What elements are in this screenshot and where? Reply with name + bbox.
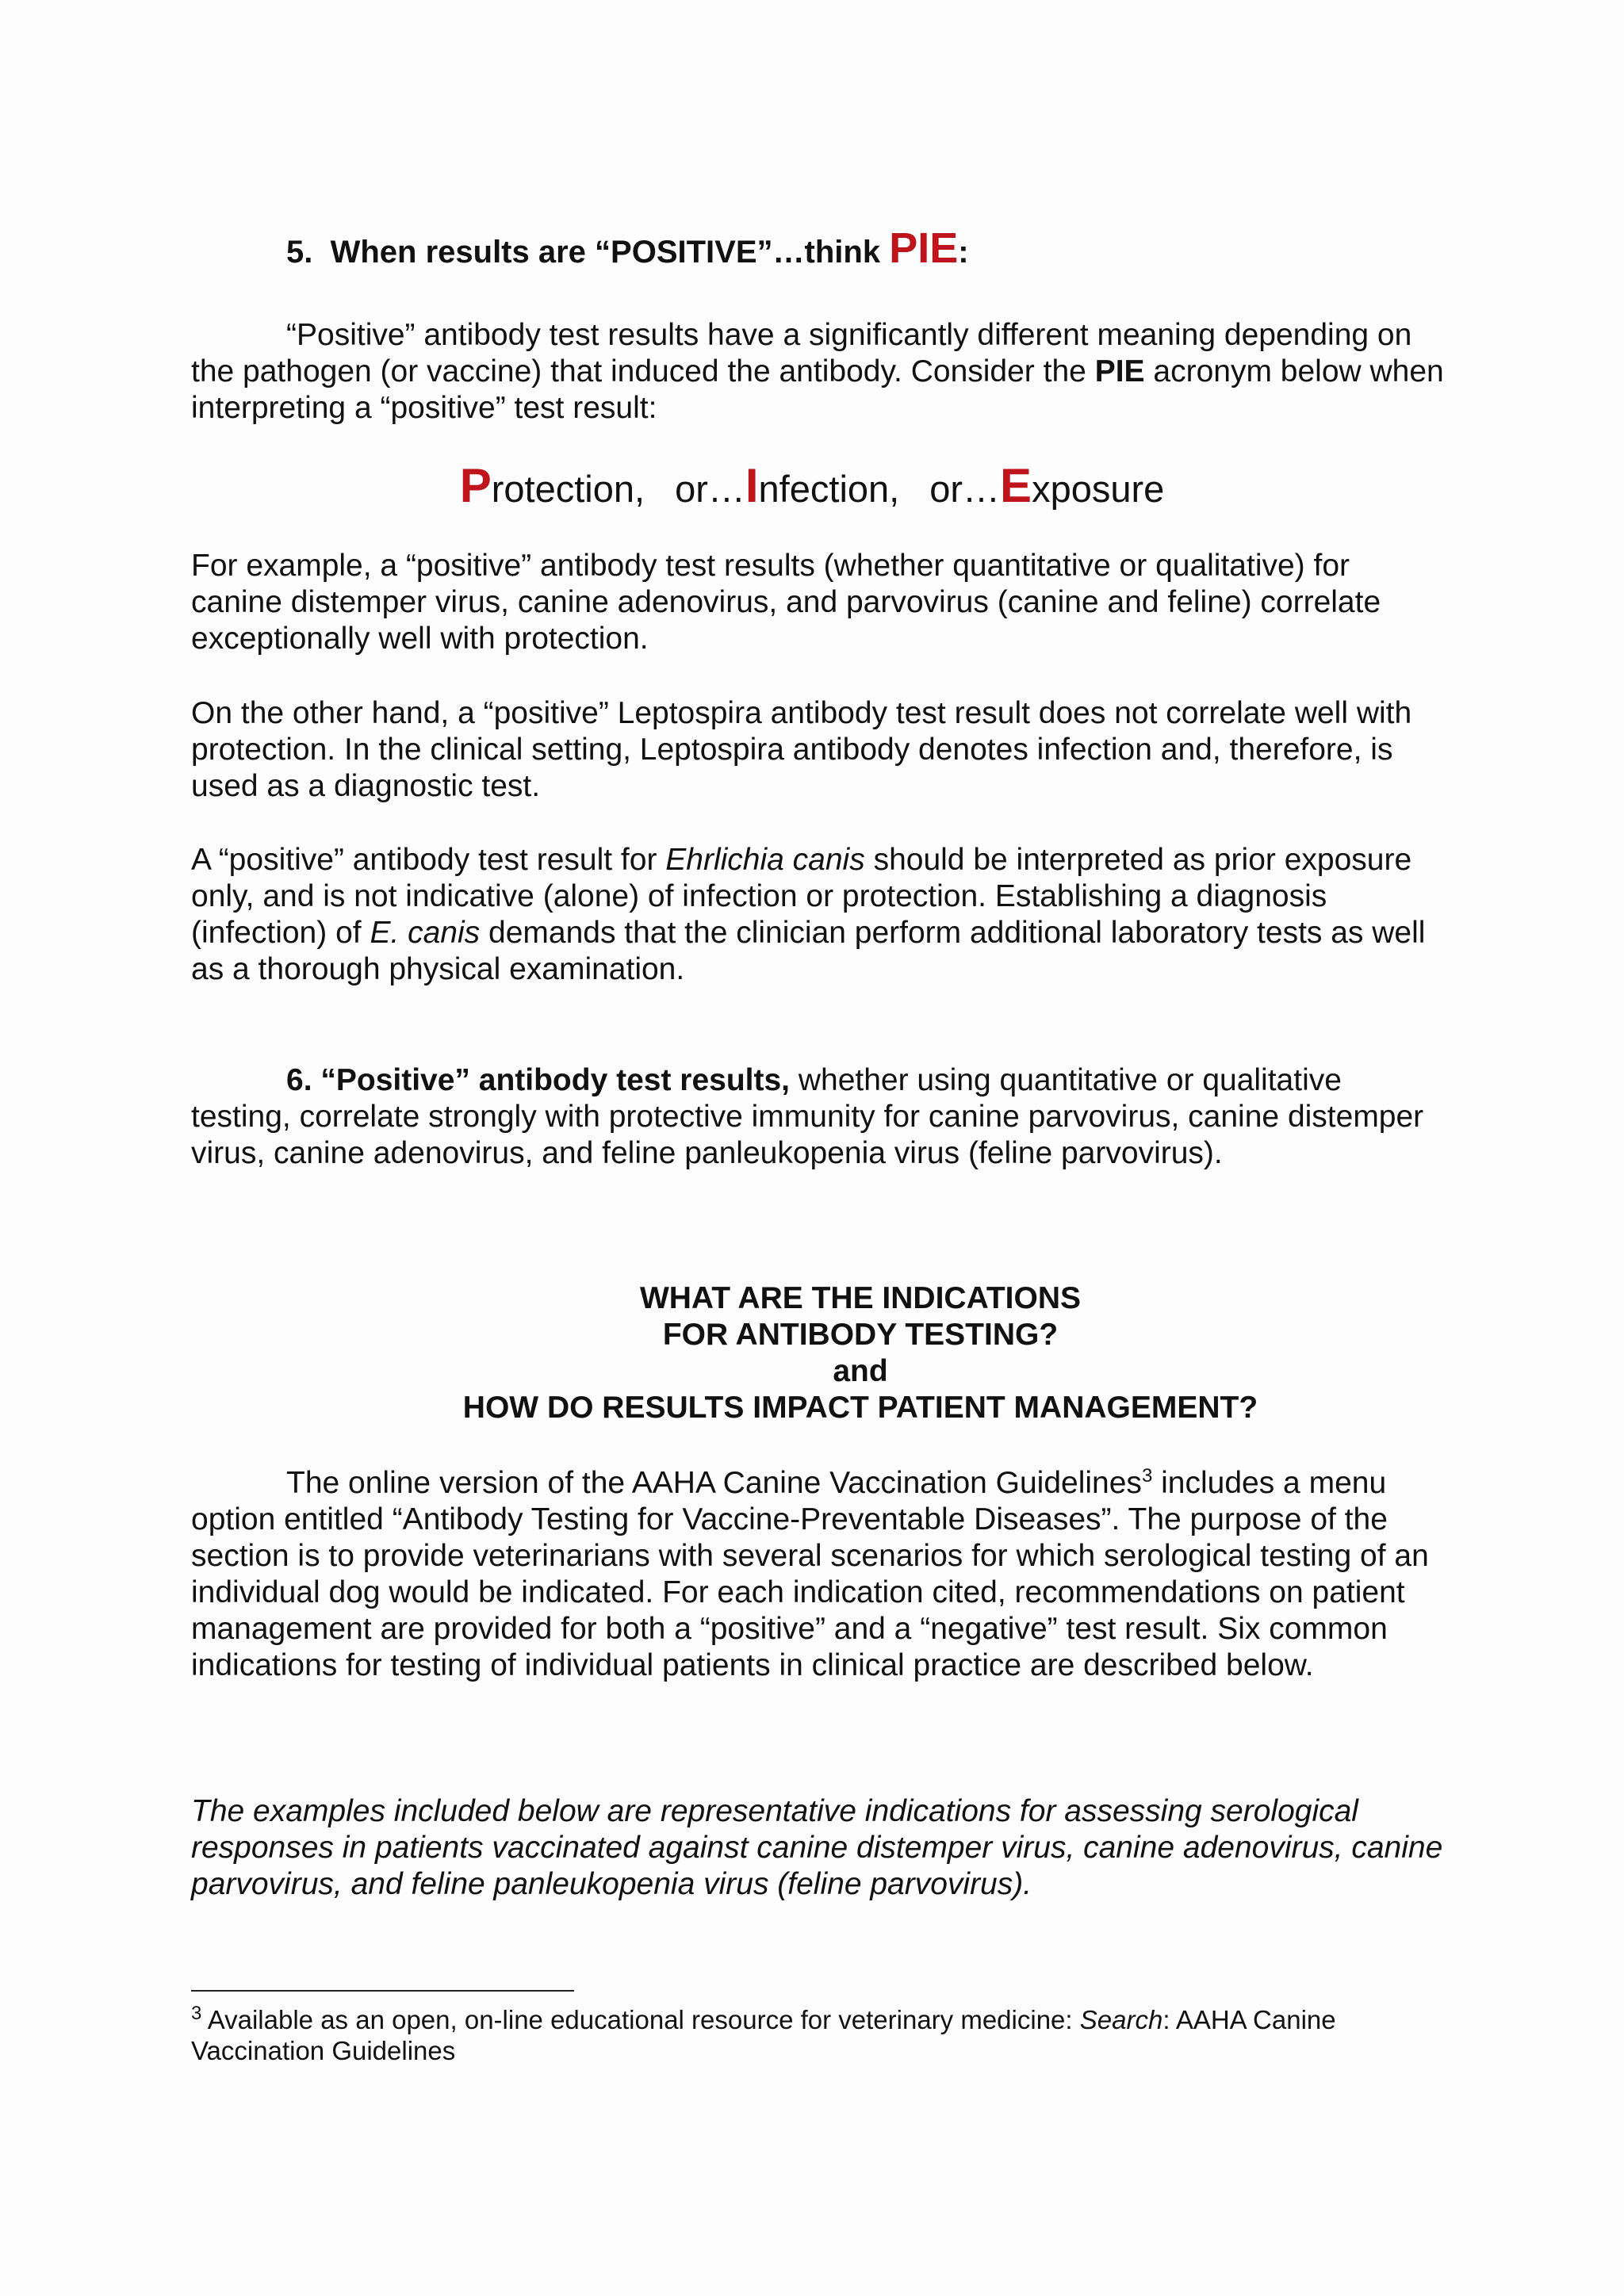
positive-meaning-text-end: acronym below when interpreting a “positive” test result: (191, 354, 1444, 425)
pie-or-1: or… (675, 468, 745, 510)
heading-line-1: WHAT ARE THE INDICATIONS (639, 1281, 1082, 1315)
section-6-bold-lead: 6. “Positive” antibody test results, (286, 1063, 791, 1097)
pie-bold: PIE (1094, 354, 1145, 388)
pie-letter-p: P (459, 459, 492, 512)
examples-italic-paragraph: The examples included below are representative indications for assessing serological responses in patients vaccinated against canine distemper virus, canine adenovirus, canine parvovirus, and feline panleukopenia virus (feline parvovirus). (191, 1794, 1443, 1901)
ehrlichia-text-2: should be interpreted as prior exposure only, and is not indicative (alone) of infection or protection. Establishing a diagnosis (infection) of (191, 843, 1412, 950)
online-text-2: includes a menu option entitled “Antibody Testing for Vaccine-Preventable Diseases”. The purpose of the section is to provide veterinarians with several scenarios for which serological testing of an individual dog would be indicated. For each indication cited, recommendations on patient management are provided for both a “positive” and a “negative” test result. Six common indications for testing of individual patients in clinical practice are described below. (191, 1466, 1429, 1682)
section-6-text: whether using quantitative or qualitative testing, correlate strongly with protective immunity for canine parvovirus, canine distemper virus, canine adenovirus, and feline panleukopenia virus (feline parvovirus). (191, 1063, 1424, 1170)
ehrlichia-canis-italic: Ehrlichia canis (665, 843, 865, 877)
positive-meaning-text: “Positive” antibody test results have a significantly different meaning depending on the pathogen (or vaccine) that induced the antibody. Consider the (191, 318, 1412, 388)
footnote-number: 3 (191, 2003, 202, 2024)
section-6-paragraph (191, 1062, 1444, 1172)
pie-word-exposure: xposure (1032, 468, 1165, 510)
section-5-title: When results are “POSITIVE”…think (330, 235, 890, 270)
example-paragraph: For example, a “positive” antibody test results (whether quantitative or qualitative) for canine distemper virus, canine adenovirus, and parvovirus (canine and feline) correlate exceptionally well with protection. (191, 549, 1381, 656)
section-5-heading (191, 224, 1444, 272)
pie-or-2: or… (929, 468, 1001, 510)
leptospira-paragraph: On the other hand, a “positive” Leptospira antibody test result does not correlate well with protection. In the clinical setting, Leptospira antibody denotes infection and, therefore, is used as a diagnostic test. (191, 696, 1412, 803)
section-5-number: 5. (286, 235, 313, 270)
positive-meaning-paragraph (191, 317, 1444, 427)
heading-line-2: FOR ANTIBODY TESTING? (662, 1318, 1059, 1352)
online-guidelines-paragraph (191, 1465, 1444, 1684)
online-text-1: The online version of the AAHA Canine Vaccination Guidelines (286, 1466, 1142, 1500)
pie-acronym: PIE (889, 224, 959, 272)
ehrlichia-paragraph (191, 842, 1444, 988)
pie-letter-i: I (745, 459, 759, 512)
heading-line-3: and (833, 1354, 888, 1388)
indications-heading (0, 1280, 1624, 1426)
section-5-colon: : (958, 235, 969, 270)
pie-word-infection: nfection, (758, 468, 900, 510)
ehrlichia-text-3: demands that the clinician perform additional laboratory tests as well as a thorough physical examination. (191, 916, 1426, 986)
ehrlichia-text-1: A “positive” antibody test result for (191, 843, 666, 877)
pie-acronym-line (0, 459, 1624, 512)
footnote-search-italic: Search (1079, 2005, 1163, 2034)
footnote-text-2: : AAHA Canine Vaccination Guidelines (191, 2005, 1336, 2065)
footnote-text-1: Available as an open, on-line educational resource for veterinary medicine: (201, 2005, 1080, 2034)
footnote (191, 2004, 1444, 2066)
pie-letter-e: E (1000, 459, 1032, 512)
pie-word-protection: rotection, (491, 468, 645, 510)
footnote-ref: 3 (1141, 1465, 1153, 1487)
heading-line-4: HOW DO RESULTS IMPACT PATIENT MANAGEMENT? (462, 1391, 1258, 1425)
e-canis-italic: E. canis (370, 916, 481, 950)
footnote-divider (191, 1990, 574, 1992)
